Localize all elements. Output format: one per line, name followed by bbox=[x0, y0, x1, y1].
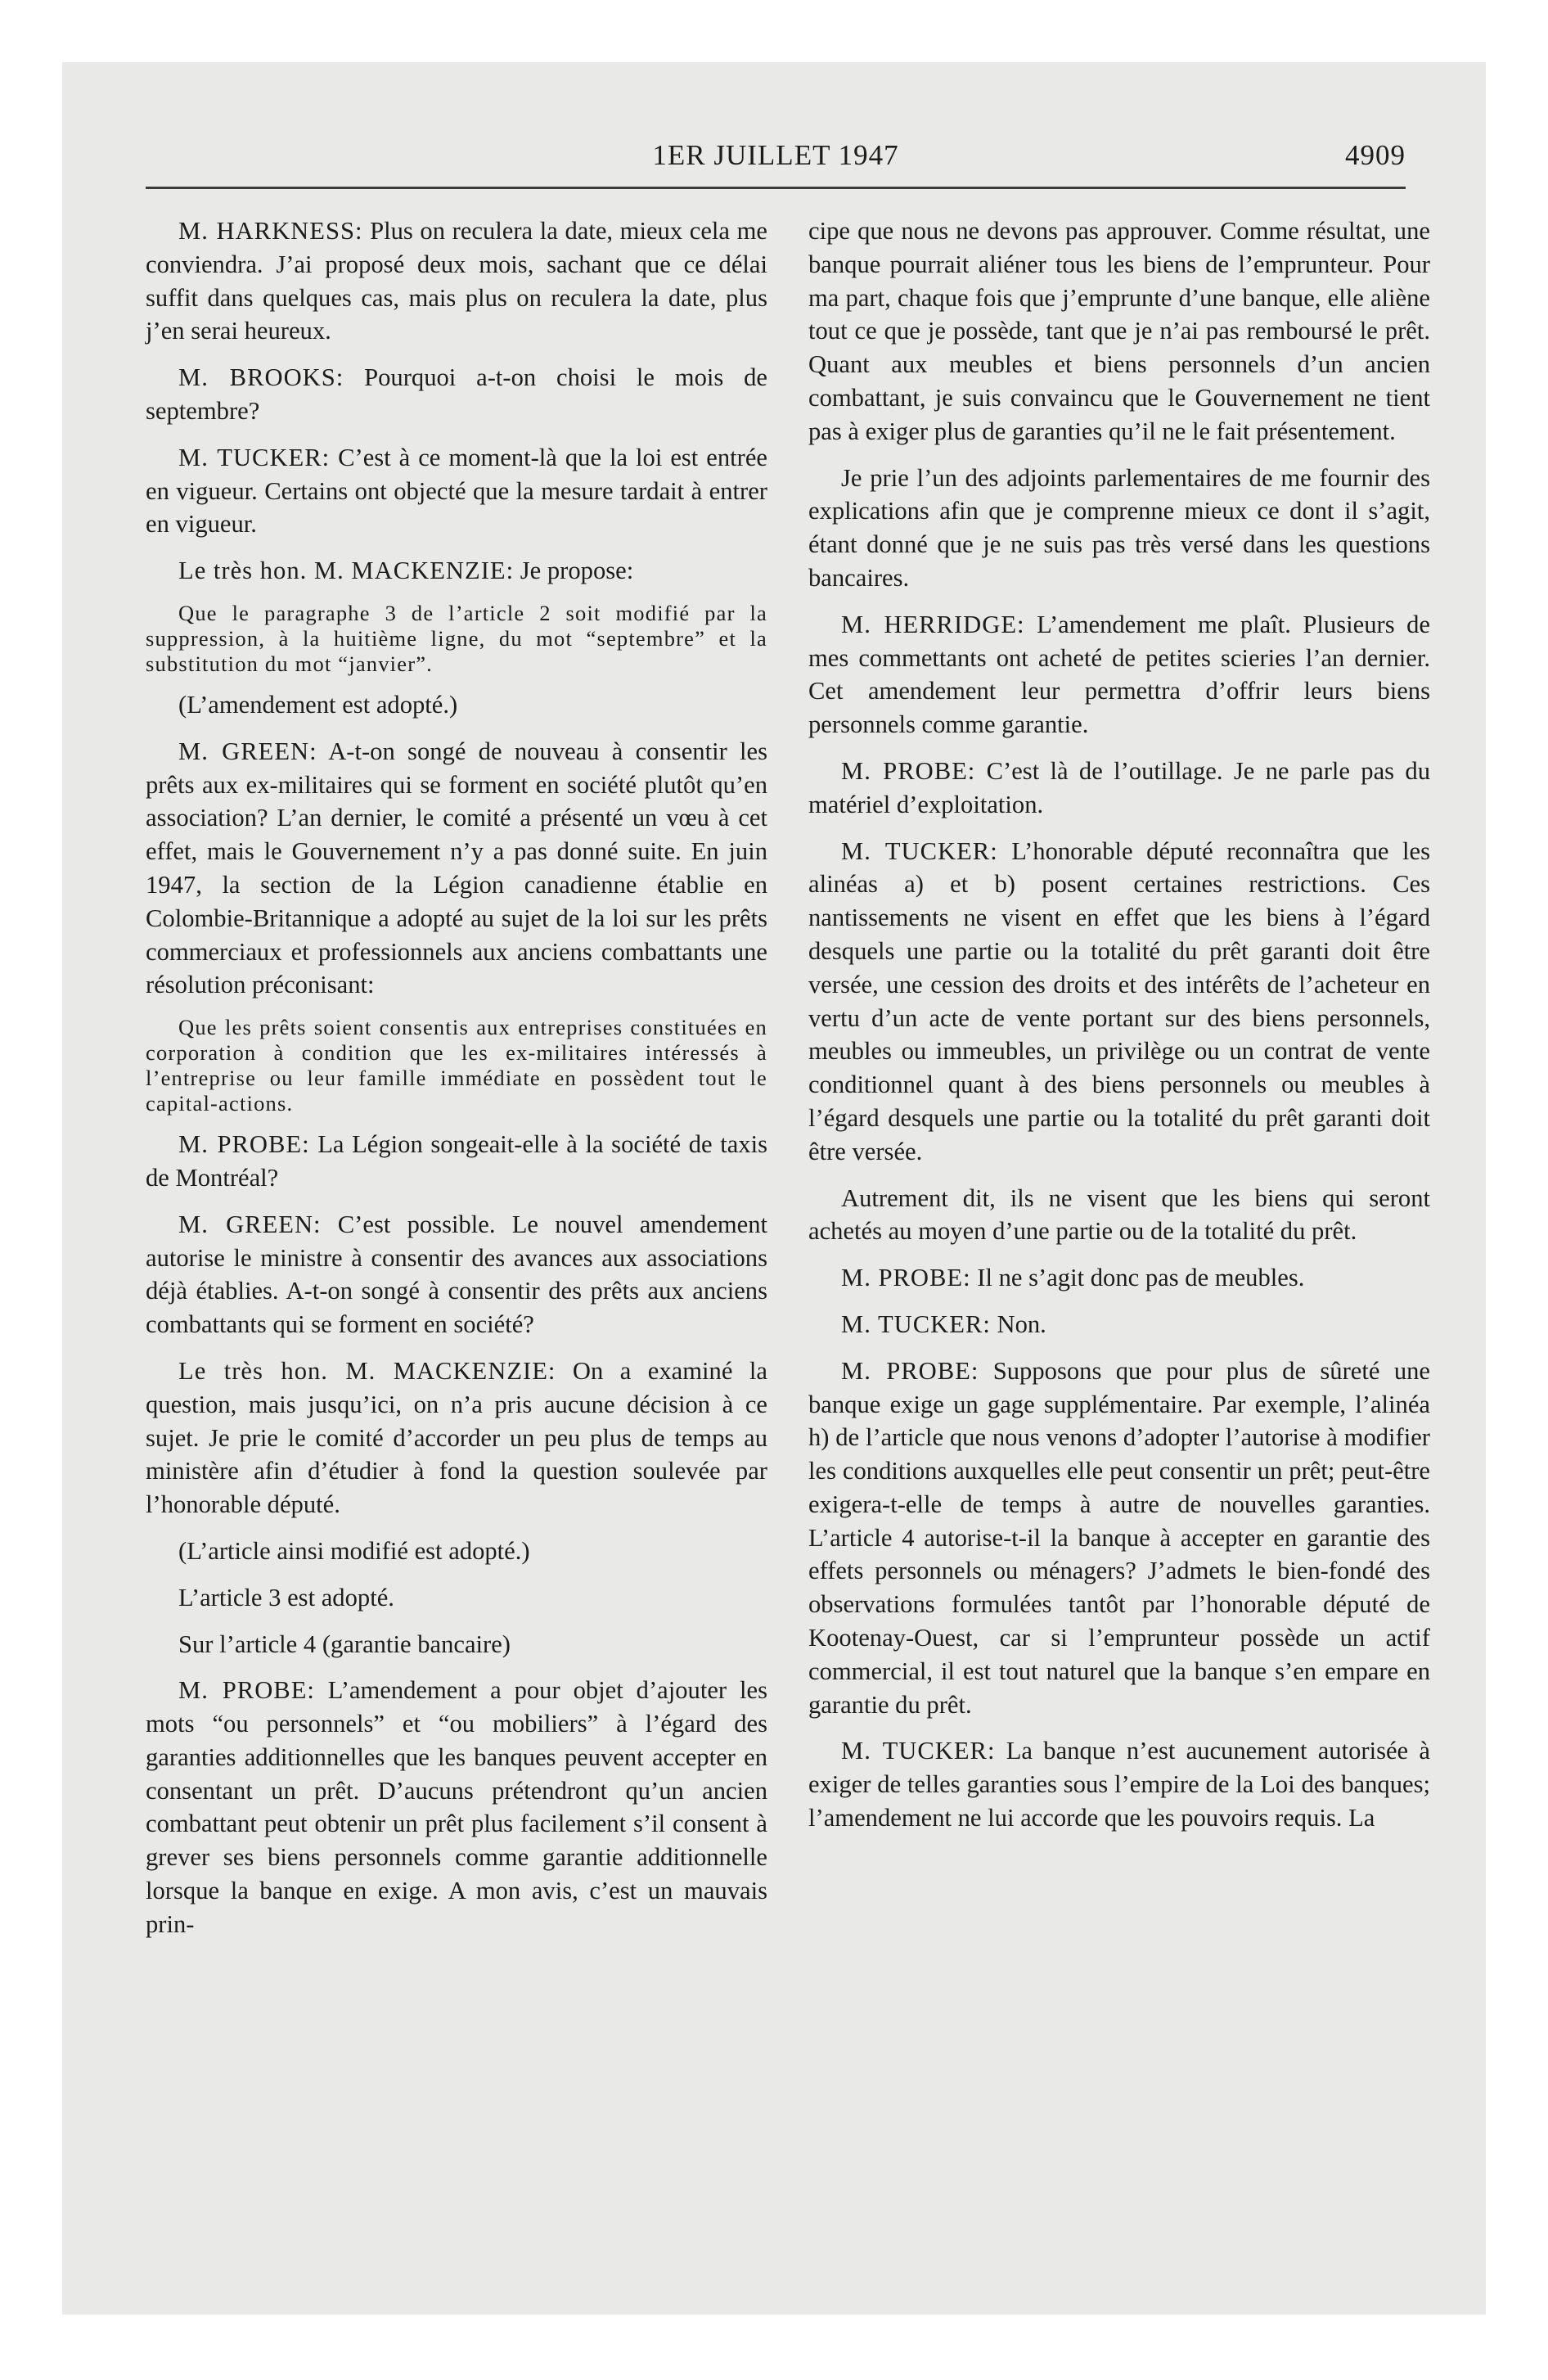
quoted-passage bbox=[146, 1015, 767, 1116]
paragraph bbox=[146, 441, 767, 541]
right-column bbox=[808, 214, 1430, 1848]
paragraph-text: Sur l’article 4 (garantie bancaire) bbox=[178, 1629, 511, 1658]
quoted-passage bbox=[146, 601, 767, 677]
paragraph bbox=[808, 1182, 1430, 1249]
paragraph bbox=[146, 1535, 767, 1568]
paragraph bbox=[146, 1355, 767, 1521]
paragraph bbox=[808, 755, 1430, 822]
page-number: 4909 bbox=[1345, 139, 1406, 171]
paragraph-text: C’est possible. Le nouvel amendement autorise le ministre à consentir des avances aux associations déjà établies. A-t-on songé à consentir des prêts aux anciens combattants qui se forment en société? bbox=[146, 1210, 767, 1339]
speaker-name: M. GREEN: bbox=[178, 737, 317, 765]
paragraph bbox=[808, 608, 1430, 741]
paragraph bbox=[146, 214, 767, 348]
paragraph bbox=[146, 1628, 767, 1661]
speaker-name: Le très hon. M. MACKENZIE: bbox=[178, 557, 515, 585]
paragraph-text: Que le paragraphe 3 de l’article 2 soit modifié par la suppression, à la huitième ligne, du mot “septembre” et la substitution du mot “janvier”. bbox=[146, 600, 767, 676]
speaker-name: M. TUCKER: bbox=[841, 1309, 991, 1338]
paragraph bbox=[146, 688, 767, 722]
speaker-name: M. TUCKER: bbox=[178, 443, 331, 471]
paragraph-text: La Légion songeait-elle à la société de taxis de Montréal? bbox=[146, 1130, 767, 1192]
header-rule bbox=[146, 187, 1406, 189]
speaker-name: M. PROBE: bbox=[178, 1130, 310, 1159]
paragraph-text: C’est là de l’outillage. Je ne parle pas du matériel d’exploitation. bbox=[808, 756, 1431, 818]
paragraph-text: cipe que nous ne devons pas approuver. Comme résultat, une banque pourrait aliéner tous les biens de l’emprunteur. Pour ma part, chaque fois que j’emprunte d’une banque, elle aliène tout ce que je possède, tant que je n’ai pas remboursé le prêt. Quant aux meubles et biens personnels d’un ancien combattant, je suis convaincu que le Gouvernement ne tient pas à exiger plus de garanties qu’il ne le fait présentement. bbox=[808, 217, 1430, 445]
speaker-name: M. HARKNESS: bbox=[178, 217, 363, 245]
paragraph bbox=[146, 1128, 767, 1195]
paragraph-text: Il ne s’agit donc pas de meubles. bbox=[970, 1264, 1305, 1292]
speaker-name: Le très hon. M. MACKENZIE: bbox=[178, 1356, 556, 1385]
paragraph-text: Je prie l’un des adjoints parlementaires de me fournir des explications afin que je comprenne mieux ce dont il s’agit, étant donné que je ne suis pas très versé dans les questions bancaires. bbox=[808, 463, 1430, 592]
paragraph-text: Non. bbox=[990, 1309, 1046, 1338]
paragraph-text: Que les prêts soient consentis aux entreprises constituées en corporation à condition que les ex-militaires intéressés à l’entreprise ou leur famille immédiate en possèdent tout le capital-actions. bbox=[146, 1015, 767, 1116]
speaker-name: M. TUCKER: bbox=[841, 836, 998, 865]
speaker-name: M. GREEN: bbox=[178, 1210, 322, 1238]
speaker-name: M. HERRIDGE: bbox=[841, 610, 1025, 638]
paragraph bbox=[146, 1208, 767, 1341]
speaker-name: M. TUCKER: bbox=[841, 1737, 996, 1765]
paragraph bbox=[808, 1355, 1430, 1722]
paragraph bbox=[808, 462, 1430, 595]
paragraph-text: L’article 3 est adopté. bbox=[178, 1583, 394, 1611]
paragraph-text: On a examiné la question, mais jusqu’ici, on n’a pris aucune décision à ce sujet. Je prie le comité d’accorder un peu plus de temps au ministère afin d’étudier à fond la question soulevée par l’honorable député. bbox=[146, 1356, 767, 1519]
paragraph-text: Autrement dit, ils ne visent que les biens qui seront achetés au moyen d’une partie ou de la totalité du prêt. bbox=[808, 1183, 1430, 1246]
running-title: 1ER JUILLET 1947 bbox=[652, 139, 899, 171]
paragraph bbox=[808, 835, 1430, 1169]
paragraph-text: (L’article ainsi modifié est adopté.) bbox=[178, 1536, 530, 1565]
paragraph-text: L’amendement me plaît. Plusieurs de mes commettants ont acheté de petites scieries l’an dernier. Cet amendement leur permettra d’offrir leurs biens personnels comme garantie. bbox=[808, 610, 1430, 739]
paragraph-text: C’est à ce moment-là que la loi est entrée en vigueur. Certains ont objecté que la mesure tardait à entrer en vigueur. bbox=[146, 443, 767, 539]
page-header bbox=[146, 139, 1406, 188]
speaker-name: M. BROOKS: bbox=[178, 363, 344, 392]
speaker-name: M. PROBE: bbox=[841, 1264, 971, 1292]
paragraph-text: Plus on reculera la date, mieux cela me conviendra. J’ai proposé deux mois, sachant que ce délai suffit dans quelques cas, mais plus on reculera la date, plus j’en serai heureux. bbox=[146, 217, 767, 345]
paragraph bbox=[146, 554, 767, 588]
paragraph bbox=[808, 1261, 1430, 1295]
paragraph-text: L’amendement a pour objet d’ajouter les mots “ou personnels” et “ou mobiliers” à l’égard des garanties additionnelles que les banques peuvent accepter en consentant un prêt. D’aucuns prétendront qu’un ancien combattant peut obtenir un prêt plus facilement s’il consent à grever ses biens personnels comme garantie additionnelle lorsque la banque en exige. A mon avis, c’est un mauvais prin- bbox=[146, 1676, 768, 1938]
paragraph bbox=[808, 1308, 1430, 1341]
paragraph bbox=[808, 214, 1430, 449]
paragraph bbox=[146, 1674, 767, 1941]
paragraph-text: A-t-on songé de nouveau à consentir les prêts aux ex-militaires qui se forment en société plutôt qu’en association? L’an dernier, le comité a présenté un vœu à cet effet, mais le Gouvernement n’y a pas donné suite. En juin 1947, la section de la Légion canadienne établie en Colombie-Britannique a adopté au sujet de la loi sur les prêts commerciaux et professionnels aux anciens combattants une résolution préconisant: bbox=[146, 737, 768, 999]
speaker-name: M. PROBE: bbox=[178, 1676, 315, 1705]
paragraph bbox=[146, 361, 767, 428]
paragraph-text: Supposons que pour plus de sûreté une banque exige un gage supplémentaire. Par exemple, l’alinéa h) de l’article que nous venons d’adopter l’autorise à modifier les conditions auxquelles elle peut consentir un prêt; peut-être exigera-t-elle de temps à autre de nouvelles garanties. L’article 4 autorise-t-il la banque à accepter en garantie des effets personnels ou ménagers? J’admets le bien-fondé des observations formulées tantôt par l’honorable député de Kootenay-Ouest, car si l’emprunteur possède un actif commercial, il est tout naturel que la banque s’en empare en garantie du prêt. bbox=[808, 1356, 1431, 1719]
paragraph-text: Pourquoi a-t-on choisi le mois de septembre? bbox=[146, 363, 768, 425]
paragraph-text: La banque n’est aucunement autorisée à exiger de telles garanties sous l’empire de la Loi des banques; l’amendement ne lui accorde que les pouvoirs requis. La bbox=[808, 1737, 1430, 1832]
paragraph bbox=[808, 1734, 1430, 1834]
paragraph-text: Je propose: bbox=[514, 557, 634, 585]
paragraph-text: L’honorable député reconnaîtra que les alinéas a) et b) posent certaines restrictions. Ces nantissements ne visent en effet que les biens à l’égard desquels une partie ou la totalité du prêt garanti doit être versée, une cession des droits et des intérêts de l’acheteur en vertu d’un acte de vente portant sur des biens personnels, meubles ou immeubles, un privilège ou un contrat de vente conditionnel quant à des biens personnels ou meubles à l’égard desquels une partie ou la totalité du prêt garanti doit être versée. bbox=[808, 836, 1430, 1165]
speaker-name: M. PROBE: bbox=[841, 756, 976, 785]
paragraph-text: (L’amendement est adopté.) bbox=[178, 690, 458, 719]
speaker-name: M. PROBE: bbox=[841, 1356, 979, 1385]
paragraph bbox=[146, 735, 767, 1002]
paragraph bbox=[146, 1581, 767, 1615]
left-column bbox=[146, 214, 767, 1954]
